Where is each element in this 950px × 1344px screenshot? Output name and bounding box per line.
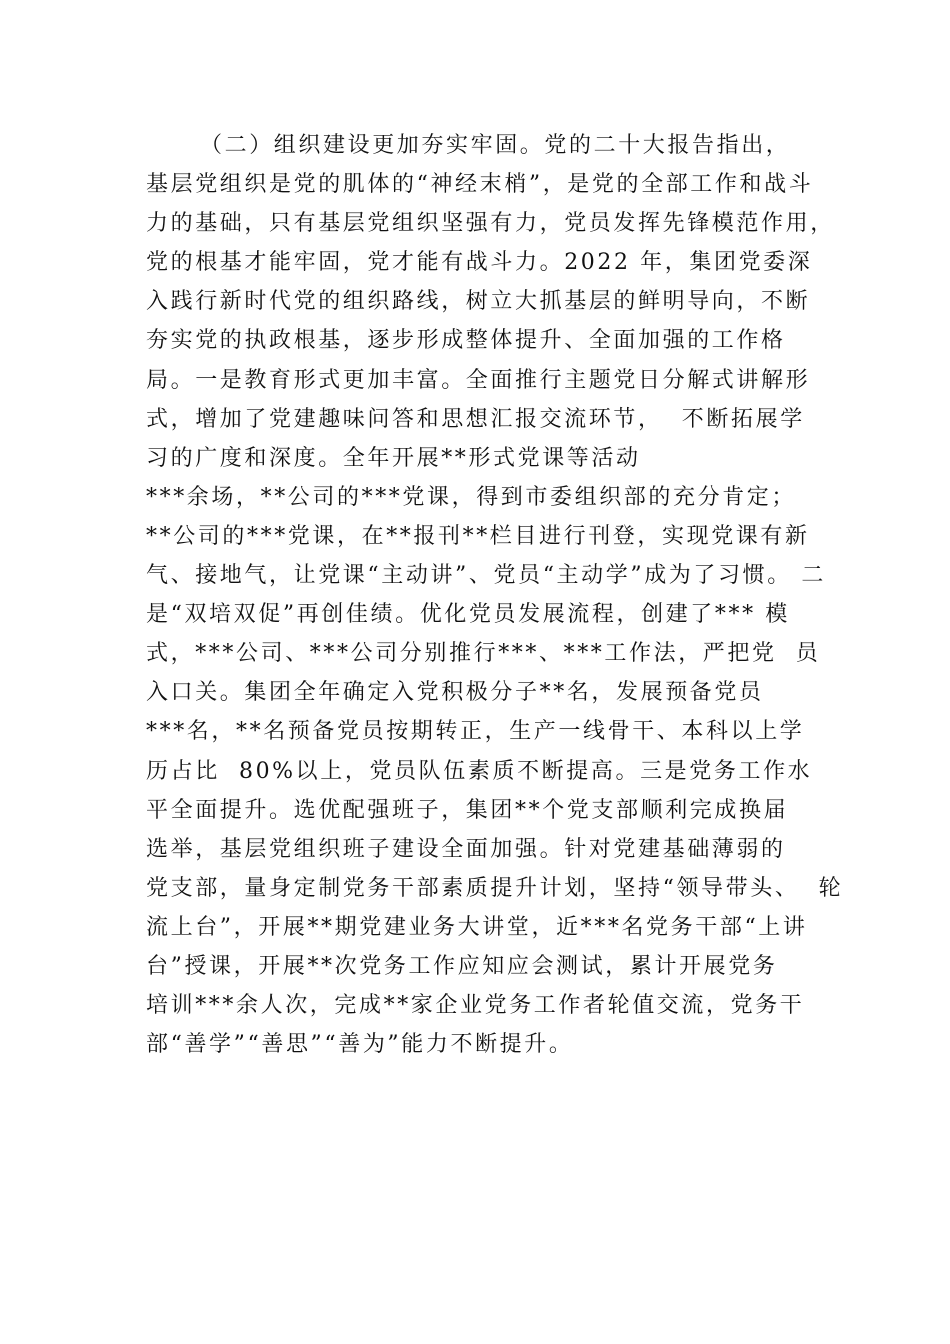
text-line: 选举，基层党组织班子建设全面加强。针对党建基础薄弱的 — [146, 836, 786, 862]
text-line: 党支部，量身定制党务干部素质提升计划，坚持“领导带头、 轮 — [146, 875, 844, 901]
text-line: 基层党组织是党的肌体的“神经末梢”，是党的全部工作和战斗 — [146, 172, 814, 198]
body-paragraph — [146, 126, 844, 1064]
text-line: **公司的***党课，在**报刊**栏目进行刊登，实现党课有新 — [146, 523, 810, 549]
text-line: 式，增加了党建趣味问答和思想汇报交流环节， 不断拓展学 — [146, 406, 805, 432]
text-line: 党的根基才能牢固，党才能有战斗力。2022 年，集团党委深 — [146, 250, 813, 276]
text-line: 是“双培双促”再创佳绩。优化党员发展流程，创建了*** 模 — [146, 602, 790, 628]
text-line: 培训***余人次，完成**家企业党务工作者轮值交流，党务干 — [146, 993, 805, 1019]
text-line: 力的基础，只有基层党组织坚强有力，党员发挥先锋模范作用， — [146, 211, 835, 237]
text-line: 习的广度和深度。全年开展**形式党课等活动 — [146, 445, 641, 471]
text-line: 局。一是教育形式更加丰富。全面推行主题党日分解式讲解形 — [146, 367, 811, 393]
text-line: 流上台”，开展**期党建业务大讲堂，近***名党务干部“上讲 — [146, 914, 808, 940]
text-line: 平全面提升。选优配强班子，集团**个党支部顺利完成换届 — [146, 797, 789, 823]
text-line: ***余场，**公司的***党课，得到市委组织部的充分肯定； — [146, 484, 797, 510]
text-line: 入践行新时代党的组织路线，树立大抓基层的鲜明导向，不断 — [146, 289, 811, 315]
text-line: 部“善学”“善思”“善为”能力不断提升。 — [146, 1032, 574, 1058]
text-line: 台”授课，开展**次党务工作应知应会测试，累计开展党务 — [146, 953, 778, 979]
text-line: 夯实党的执政根基，逐步形成整体提升、全面加强的工作格 — [146, 328, 786, 354]
text-line: （二）组织建设更加夯实牢固。党的二十大报告指出， — [200, 133, 791, 158]
text-line: 历占比 80%以上，党员队伍素质不断提高。三是党务工作水 — [146, 758, 813, 784]
text-line: 气、接地气，让党课“主动讲”、党员“主动学”成为了习惯。 二 — [146, 563, 826, 589]
text-line: 入口关。集团全年确定入党积极分子**名，发展预备党员 — [146, 680, 764, 706]
text-line: 式，***公司、***公司分别推行***、***工作法，严把党 员 — [146, 641, 821, 667]
text-line: ***名，**名预备党员按期转正，生产一线骨干、本科以上学 — [146, 719, 805, 745]
